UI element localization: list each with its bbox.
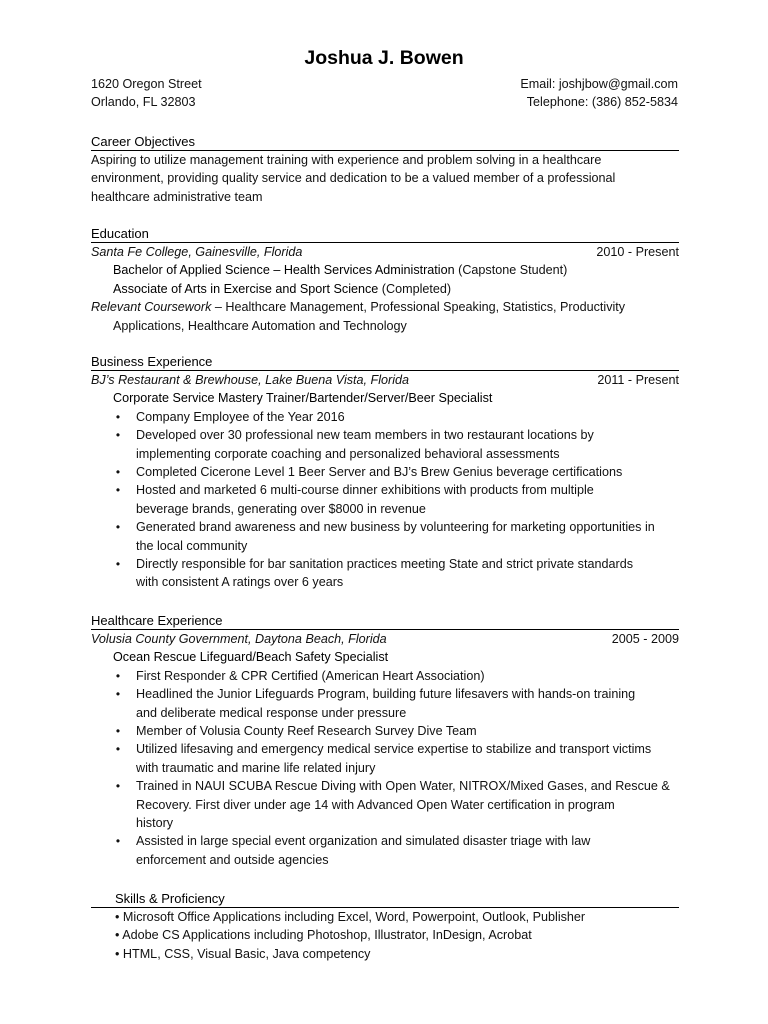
section-title-business: Business Experience — [91, 353, 679, 371]
healthcare-dates: 2005 - 2009 — [611, 632, 679, 646]
bullet-line: Completed Cicerone Level 1 Beer Server and BJ’s Brew Genius beverage certifications — [136, 465, 623, 479]
bullet-line: Headlined the Junior Lifeguards Program, building future lifesavers with hands-on training — [136, 687, 636, 702]
degree-row — [91, 261, 679, 279]
list-item: • Microsoft Office Applications including Excel, Word, Powerpoint, Outlook, Publisher — [115, 910, 586, 924]
bullet-icon: • — [115, 483, 121, 498]
business-employer: BJ’s Restaurant & Brewhouse, Lake Buena Vista, Florida — [91, 373, 410, 387]
bullet-icon: • — [115, 834, 121, 849]
coursework-text: – Healthcare Management, Professional Speaking, Statistics, Productivity — [211, 300, 626, 315]
bullet-icon: • — [115, 520, 121, 535]
list-item — [91, 777, 679, 832]
section-title-skills: Skills & Proficiency — [91, 890, 679, 908]
education-dates: 2010 - Present — [596, 245, 679, 259]
list-item — [91, 740, 679, 777]
bullet-icon: • — [115, 465, 121, 479]
career-line: Aspiring to utilize management training with experience and problem solving in a healthcare — [91, 153, 602, 167]
address-street: 1620 Oregon Street — [91, 77, 202, 91]
list-item — [91, 685, 679, 722]
education-section — [91, 225, 679, 335]
bullet-line: Directly responsible for bar sanitation practices meeting State and strict private standards — [136, 557, 633, 572]
education-school: Santa Fe College, Gainesville, Florida — [91, 245, 303, 259]
bullet-line: the local community — [136, 538, 248, 553]
bullet-line: Trained in NAUI SCUBA Rescue Diving with Open Water, NITROX/Mixed Gases, and Rescue & — [136, 779, 670, 794]
bullet-line: with consistent A ratings over 6 years — [136, 575, 344, 590]
address-city: Orlando, FL 32803 — [91, 95, 196, 110]
bullet-line: history — [136, 816, 174, 831]
bullet-line: and deliberate medical response under pressure — [136, 705, 407, 720]
list-item — [91, 722, 679, 740]
bullet-icon: • — [115, 428, 121, 443]
coursework-continuation: Applications, Healthcare Automation and Technology — [113, 318, 407, 333]
list-item — [91, 832, 679, 869]
bullet-line: First Responder & CPR Certified (American Heart Association) — [136, 668, 485, 683]
list-item: • Adobe CS Applications including Photoshop, Illustrator, InDesign, Acrobat — [115, 928, 532, 943]
bullet-icon: • — [115, 668, 121, 683]
business-dates: 2011 - Present — [597, 373, 679, 387]
bullet-line: beverage brands, generating over $8000 in revenue — [136, 501, 426, 516]
career-section — [91, 133, 679, 206]
list-item — [91, 667, 679, 685]
bullet-line: Recovery. First diver under age 14 with Advanced Open Water certification in program — [136, 797, 615, 812]
degree-title: Bachelor of Applied Science – Health Services Administration — [113, 263, 455, 278]
list-item — [91, 518, 679, 555]
degree-title: Associate of Arts in Exercise and Sport Science — [113, 281, 379, 296]
career-text — [91, 151, 679, 206]
bullet-line: implementing corporate coaching and personalized behavioral assessments — [136, 446, 560, 461]
bullet-line: Hosted and marketed 6 multi-course dinner exhibitions with products from multiple — [136, 483, 594, 498]
healthcare-employer: Volusia County Government, Daytona Beach, Florida — [91, 632, 387, 646]
bullet-line: Assisted in large special event organization and simulated disaster triage with law — [136, 834, 591, 849]
bullet-line: enforcement and outside agencies — [136, 852, 329, 867]
address-block — [91, 75, 202, 112]
bullet-icon: • — [115, 557, 121, 572]
list-item — [91, 408, 679, 426]
bullet-icon: • — [115, 779, 121, 794]
list-item — [91, 481, 679, 518]
business-employer-row — [91, 371, 679, 389]
coursework-label: Relevant Coursework — [91, 300, 212, 315]
list-item — [91, 426, 679, 463]
degree-note: (Completed) — [378, 281, 452, 296]
contact-info — [520, 75, 678, 112]
section-title-career: Career Objectives — [91, 133, 679, 151]
career-line: healthcare administrative team — [91, 189, 263, 204]
healthcare-role: Ocean Rescue Lifeguard/Beach Safety Specialist — [113, 650, 389, 665]
list-item: • HTML, CSS, Visual Basic, Java competency — [115, 946, 371, 961]
education-school-row — [91, 243, 679, 261]
bullet-icon: • — [115, 724, 121, 738]
business-section — [91, 353, 679, 592]
bullet-icon: • — [115, 742, 121, 757]
degree-note: (Capstone Student) — [454, 263, 568, 278]
list-item — [91, 555, 679, 592]
telephone-text: Telephone: (386) 852-5834 — [526, 95, 678, 110]
email-text: Email: joshjbow@gmail.com — [520, 77, 678, 91]
bullet-line: Member of Volusia County Reef Research Survey Dive Team — [136, 724, 477, 738]
bullet-icon: • — [115, 409, 121, 424]
healthcare-bullets — [91, 667, 679, 869]
section-title-healthcare: Healthcare Experience — [91, 612, 679, 630]
resume-name: Joshua J. Bowen — [304, 47, 464, 69]
healthcare-employer-row — [91, 630, 679, 648]
career-line: environment, providing quality service and dedication to be a valued member of a professional — [91, 171, 616, 186]
bullet-line: Developed over 30 professional new team members in two restaurant locations by — [136, 428, 594, 443]
bullet-line: Utilized lifesaving and emergency medical service expertise to stabilize and transport victims — [136, 742, 652, 757]
healthcare-section — [91, 612, 679, 869]
business-bullets — [91, 408, 679, 592]
bullet-line: Company Employee of the Year 2016 — [136, 409, 345, 424]
list-item — [91, 463, 679, 481]
section-title-education: Education — [91, 225, 679, 243]
skills-section — [91, 890, 679, 963]
degree-row — [91, 280, 679, 298]
coursework-row — [91, 298, 679, 316]
bullet-line: Generated brand awareness and new business by volunteering for marketing opportunities in — [136, 520, 655, 535]
business-role: Corporate Service Mastery Trainer/Bartender/Server/Beer Specialist — [113, 391, 493, 406]
bullet-icon: • — [115, 687, 121, 702]
bullet-line: with traumatic and marine life related injury — [136, 760, 376, 775]
